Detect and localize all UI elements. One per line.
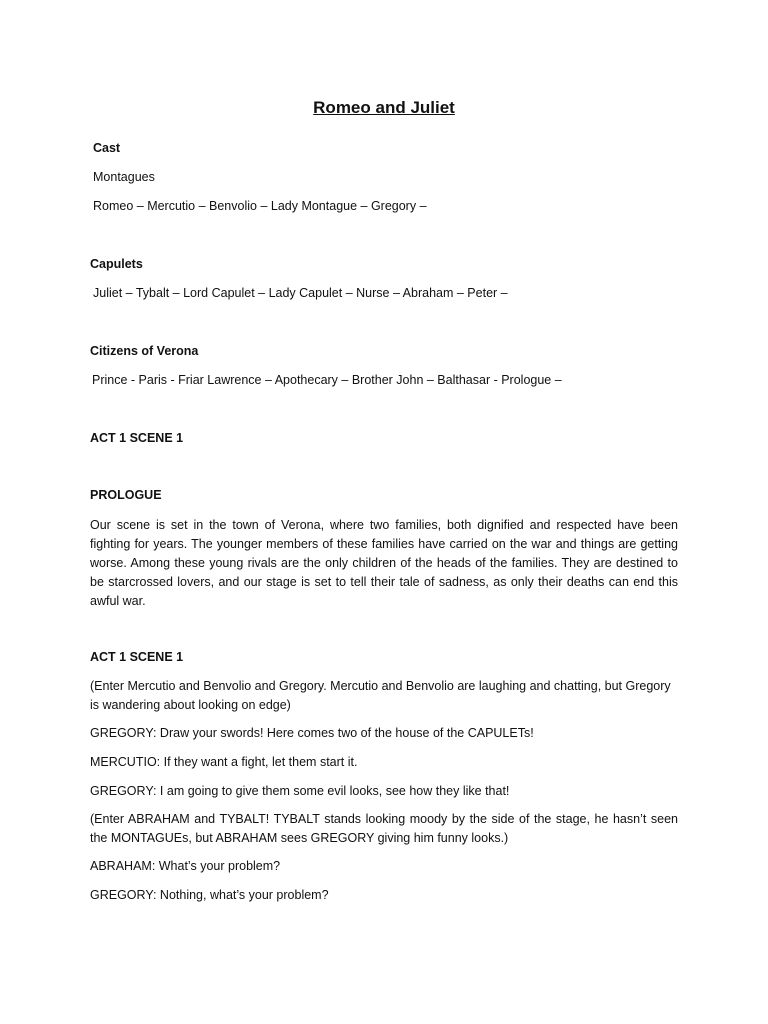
citizens-heading: Citizens of Verona bbox=[90, 344, 199, 358]
dialogue-line-5: GREGORY: Nothing, what’s your problem? bbox=[90, 888, 329, 902]
montagues-list: Romeo – Mercutio – Benvolio – Lady Montague – Gregory – bbox=[93, 199, 427, 213]
dialogue-line-1: GREGORY: Draw your swords! Here comes two of the house of the CAPULETs! bbox=[90, 726, 534, 740]
stage-direction-1: (Enter Mercutio and Benvolio and Gregory. Mercutio and Benvolio are laughing and chatting, but Gregory is wandering about looking on edge) bbox=[90, 679, 671, 712]
act1-scene1-heading-second: ACT 1 SCENE 1 bbox=[90, 650, 184, 664]
stage-direction-2: (Enter ABRAHAM and TYBALT! TYBALT stands looking moody by the side of the stage, he hasn’t seen the MONTAGUEs, but ABRAHAM sees GREGORY giving him funny looks.) bbox=[90, 812, 678, 845]
prologue-paragraph: Our scene is set in the town of Verona, where two families, both dignified and respected have been fighting for years. The younger members of these families have carried on the war and things are getting worse. Among these young rivals are the only children of the heads of the families. They are destined to be starcrossed lovers, and our stage is set to tell their tale of sadness, as only their deaths can end this awful war. bbox=[90, 518, 678, 608]
capulets-heading: Capulets bbox=[90, 257, 143, 271]
dialogue-line-4: ABRAHAM: What’s your problem? bbox=[90, 859, 281, 873]
document-title: Romeo and Juliet bbox=[313, 98, 455, 117]
act1-scene1-heading-first: ACT 1 SCENE 1 bbox=[90, 431, 184, 445]
montagues-heading: Montagues bbox=[93, 170, 155, 184]
dialogue-line-2: MERCUTIO: If they want a fight, let them start it. bbox=[90, 755, 358, 769]
citizens-list: Prince - Paris - Friar Lawrence – Apothecary – Brother John – Balthasar - Prologue – bbox=[92, 373, 562, 387]
cast-heading: Cast bbox=[93, 141, 121, 155]
prologue-heading: PROLOGUE bbox=[90, 488, 162, 502]
dialogue-line-3: GREGORY: I am going to give them some evil looks, see how they like that! bbox=[90, 784, 510, 798]
capulets-list: Juliet – Tybalt – Lord Capulet – Lady Capulet – Nurse – Abraham – Peter – bbox=[93, 286, 508, 300]
